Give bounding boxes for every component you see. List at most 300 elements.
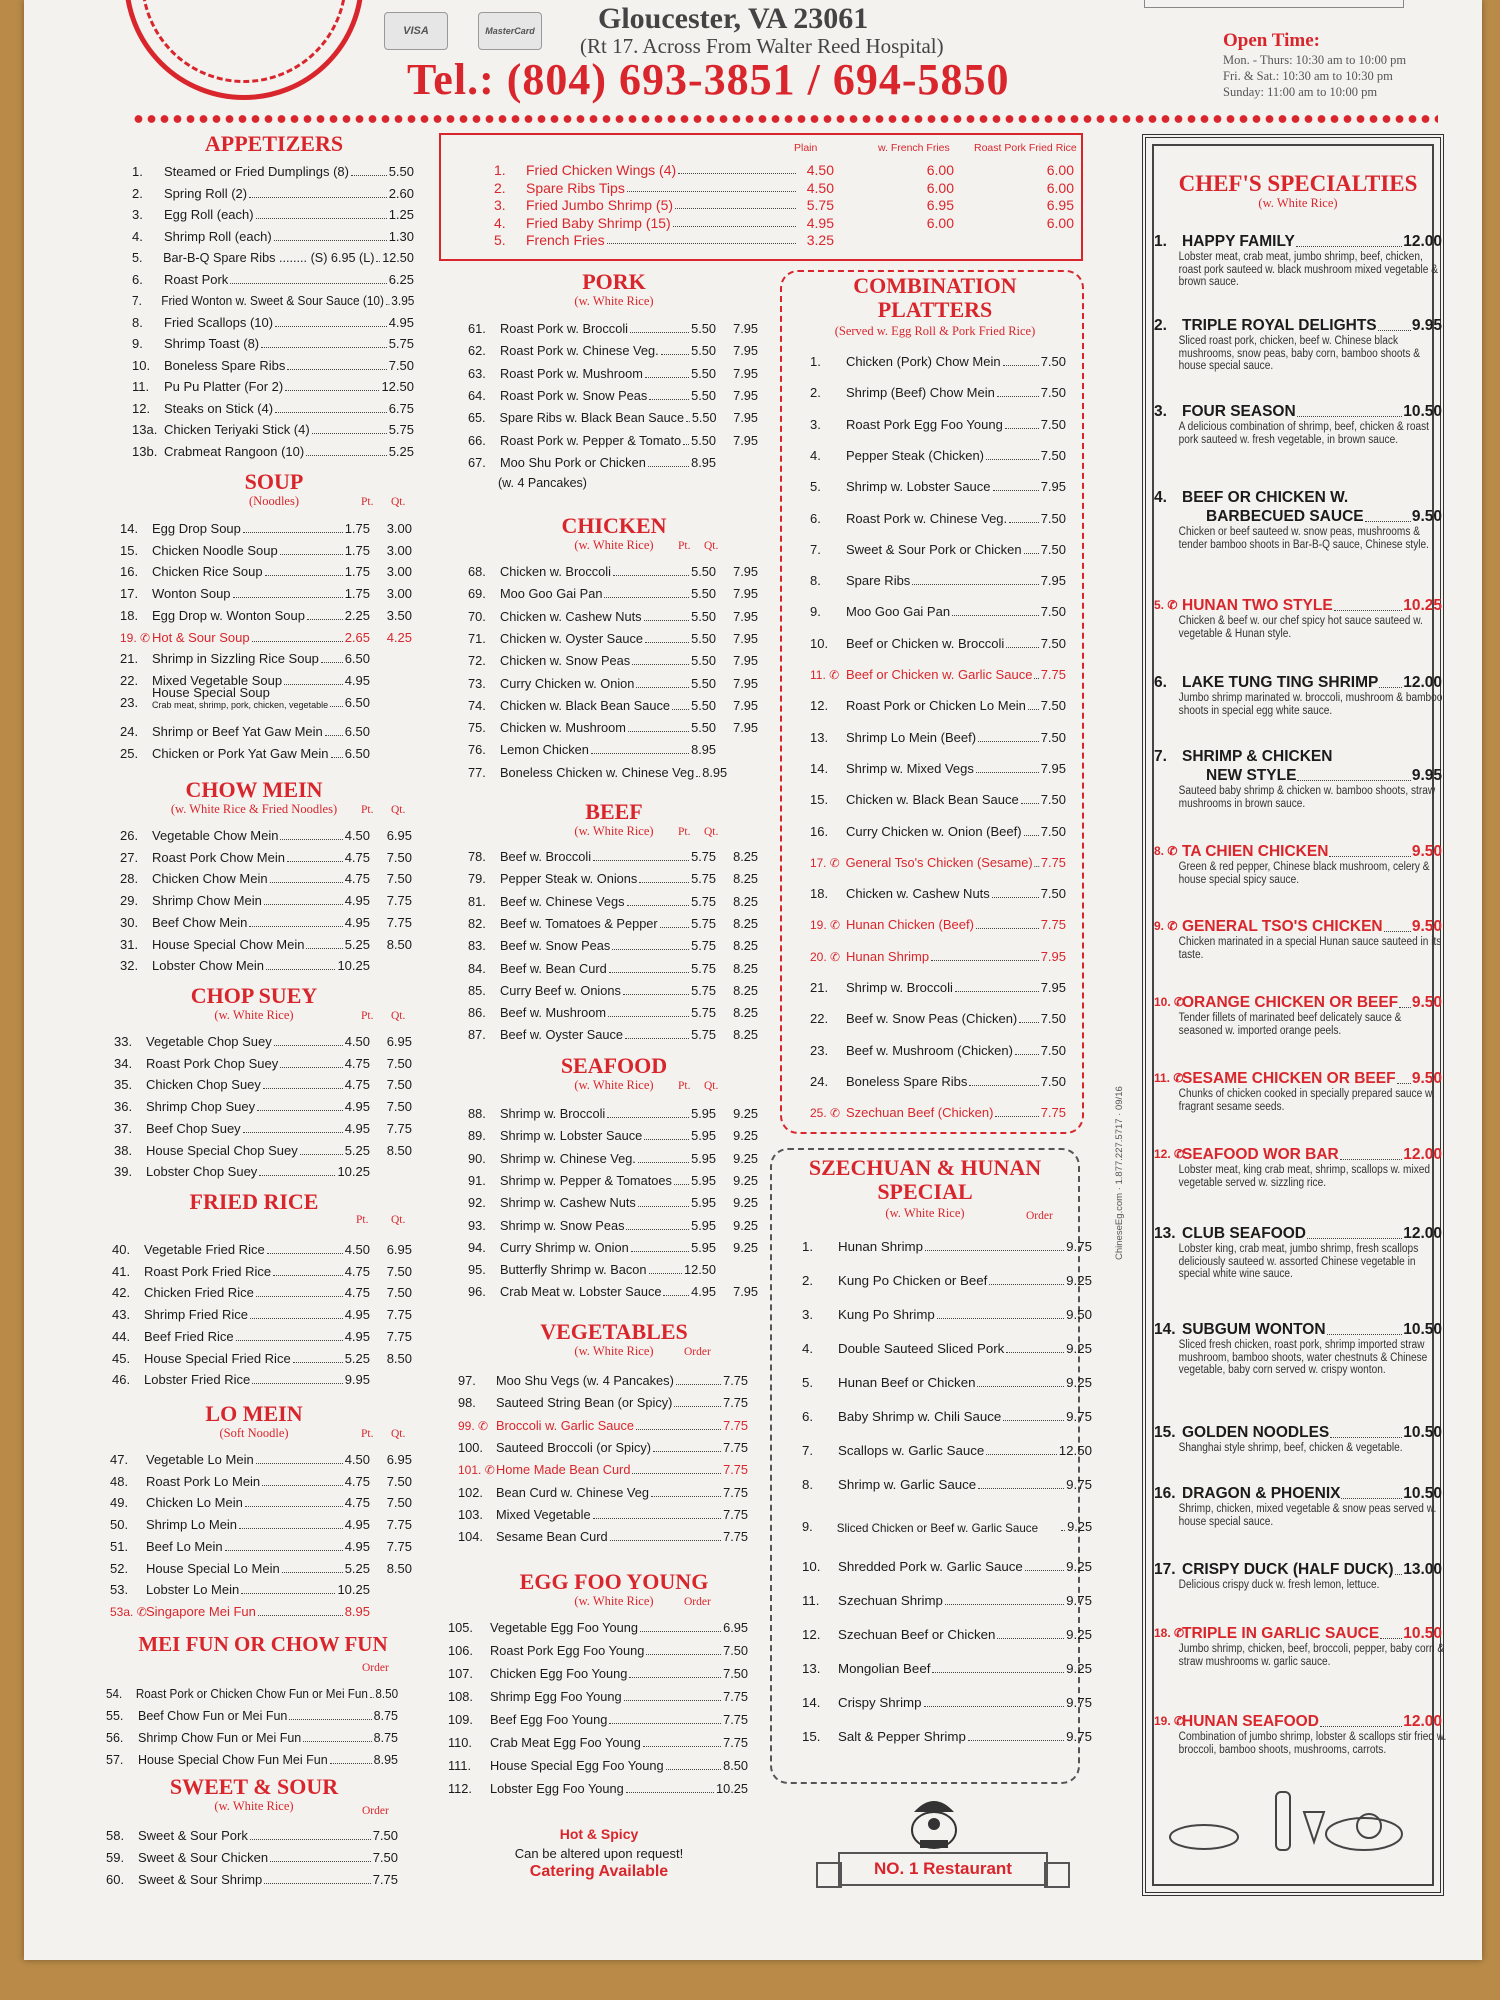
item-number: 106. [448, 1643, 473, 1658]
item-price-qt: 7.50 [386, 1055, 412, 1071]
leader-dots [270, 1861, 371, 1862]
menu-item[interactable] [448, 1637, 748, 1659]
item-name: Moo Shu Pork or Chicken [500, 454, 646, 470]
item-name: Vegetable Chop Suey [146, 1034, 272, 1049]
menu-item[interactable] [810, 661, 1066, 683]
menu-item[interactable] [802, 1471, 1092, 1493]
menu-item[interactable] [468, 404, 758, 426]
item-name: Beef w. Chinese Vegs [500, 893, 625, 909]
menu-item[interactable] [106, 1746, 398, 1768]
menu-item[interactable] [120, 645, 412, 667]
item-price-qt: 7.50 [386, 1285, 412, 1301]
item-name: Lobster Egg Foo Young [490, 1781, 624, 1796]
item-name: Chicken Egg Foo Young [490, 1666, 628, 1681]
menu-item[interactable] [468, 1145, 758, 1167]
fries-price: 6.00 [926, 214, 954, 231]
menu-item[interactable] [120, 718, 412, 740]
chef-special-item[interactable] [1154, 673, 1442, 717]
menu-item[interactable] [132, 395, 414, 417]
item-number: 36. [114, 1099, 133, 1115]
col-qt: Qt. [391, 496, 406, 508]
egg-foo-subtitle: (w. White Rice) [574, 1594, 654, 1608]
item-name: Egg Drop w. Wonton Soup [152, 607, 305, 623]
item-number: 94. [468, 1239, 486, 1255]
item-number: 43. [112, 1307, 131, 1323]
leader-dots [931, 960, 1039, 961]
menu-item[interactable] [112, 1323, 412, 1345]
item-price: 7.50 [1040, 1011, 1066, 1027]
item-number: 18. [120, 607, 139, 623]
chef-special-item[interactable] [1154, 596, 1442, 640]
leader-dots [1307, 1224, 1402, 1239]
menu-item[interactable] [468, 315, 758, 337]
menu-item[interactable] [468, 932, 758, 954]
menu-item[interactable] [110, 1468, 412, 1490]
menu-item[interactable] [468, 603, 758, 625]
leader-dots [330, 1763, 372, 1764]
menu-item[interactable] [810, 379, 1066, 401]
item-number: 2. [494, 179, 506, 196]
item-number: 16. [120, 564, 139, 580]
item-price-qt: 6.95 [386, 828, 412, 843]
menu-item[interactable] [810, 598, 1066, 620]
open-time-title: Open Time: [1223, 30, 1320, 51]
item-price: 12.50 [1058, 1443, 1092, 1458]
menu-item[interactable] [106, 1702, 398, 1724]
menu-item[interactable] [810, 974, 1066, 996]
vegetables-title: VEGETABLES [540, 1319, 688, 1344]
item-price-qt: 7.95 [733, 564, 758, 579]
menu-item[interactable] [810, 880, 1066, 902]
menu-item[interactable] [468, 736, 758, 758]
menu-item[interactable] [132, 438, 414, 460]
leader-dots [280, 554, 343, 555]
col-order: Order [1026, 1210, 1053, 1222]
menu-item[interactable] [132, 373, 414, 395]
menu-item[interactable] [810, 1099, 1066, 1121]
menu-item[interactable] [448, 1706, 748, 1728]
item-number: 12. [802, 1627, 821, 1642]
menu-item[interactable] [810, 943, 1066, 965]
leader-dots [287, 369, 386, 370]
item-name: Pepper Steak (Chicken) [846, 447, 985, 463]
item-price: 8.50 [723, 1758, 748, 1773]
chef-special-item[interactable] [1154, 1320, 1442, 1377]
item-price: 10.50 [1403, 403, 1442, 420]
menu-item[interactable] [132, 352, 414, 374]
menu-item[interactable] [132, 266, 414, 288]
leader-dots [1395, 1560, 1403, 1575]
item-price: 5.95 [691, 1128, 716, 1144]
menu-item[interactable] [120, 537, 412, 559]
item-price: 9.75 [1066, 1239, 1092, 1254]
leader-dots [282, 1572, 343, 1573]
menu-item[interactable] [120, 909, 412, 931]
menu-item[interactable] [132, 330, 414, 352]
item-description: Chicken & beef w. our chef spicy hot sauce sauteed w. vegetable & Hunan style. [1178, 615, 1423, 640]
menu-item[interactable] [110, 1489, 412, 1511]
menu-item[interactable] [468, 449, 758, 471]
item-price: 7.50 [1040, 823, 1066, 839]
menu-item[interactable] [120, 580, 412, 602]
menu-item[interactable] [106, 1866, 398, 1888]
menu-item[interactable] [810, 630, 1066, 652]
item-number: 61. [468, 321, 486, 336]
side-print-text: ChineseEg.com · 1.877.227.5717 · 09/16 [1114, 1086, 1125, 1260]
menu-item[interactable] [106, 1822, 398, 1844]
chef-special-header [1154, 917, 1442, 936]
menu-item[interactable] [458, 1456, 748, 1478]
item-name: Shrimp w. Chinese Veg. [500, 1150, 636, 1166]
menu-item[interactable] [458, 1523, 748, 1545]
menu-item[interactable] [110, 1446, 412, 1468]
menu-item[interactable] [112, 1236, 412, 1258]
item-description: Shanghai style shrimp, beef, chicken & vegetable. [1178, 1442, 1403, 1454]
item-price-qt: 3.50 [386, 607, 412, 623]
appetizers-title: APPETIZERS [204, 131, 344, 156]
item-number: 50. [110, 1517, 129, 1533]
menu-item[interactable] [810, 1068, 1066, 1090]
leader-dots [1379, 673, 1402, 688]
item-description: Sliced fresh chicken, roast pork, shrimp imported straw mushroom, bamboo shoots, water chestnuts & Chinese vegetable, baby corn served w. crispy wonton. [1178, 1339, 1428, 1376]
item-number: 22. [810, 1011, 829, 1027]
item-name: Beef w. Snow Peas [500, 938, 611, 954]
leader-dots [646, 1654, 721, 1655]
chef-special-header [1154, 842, 1442, 861]
menu-item[interactable] [120, 740, 412, 762]
item-price: 7.50 [388, 357, 414, 373]
chef-special-item[interactable] [1154, 402, 1442, 446]
leader-dots [370, 1697, 374, 1698]
item-number: 64. [468, 387, 486, 403]
item-price-qt: 7.75 [386, 893, 412, 909]
menu-item[interactable] [132, 201, 414, 223]
item-price: 4.75 [344, 871, 370, 887]
menu-item[interactable] [120, 931, 412, 953]
item-description: Jumbo shrimp, chicken, beef, broccoli, pepper, baby corn & straw mushrooms w. garlic sauce. [1178, 1643, 1445, 1668]
menu-item[interactable] [468, 1256, 758, 1278]
combo-title: COMBINATION PLATTERS [853, 273, 1017, 322]
chef-special-item[interactable] [1154, 917, 1442, 961]
leader-dots [978, 741, 1039, 742]
menu-item[interactable] [802, 1233, 1092, 1255]
menu-item[interactable] [132, 244, 414, 266]
item-number: 54. [106, 1687, 123, 1701]
chef-special-item[interactable] [1154, 1069, 1442, 1113]
menu-item[interactable] [458, 1367, 748, 1389]
menu-item[interactable] [468, 427, 758, 449]
menu-item[interactable] [810, 473, 1066, 495]
item-price: 1.75 [344, 521, 370, 536]
menu-item[interactable] [810, 348, 1066, 370]
menu-item[interactable] [810, 505, 1066, 527]
menu-item[interactable] [468, 1122, 758, 1144]
item-price: 4.50 [344, 828, 370, 843]
menu-item[interactable] [468, 382, 758, 404]
menu-item[interactable] [114, 1093, 412, 1115]
hot-spicy-note: Hot & Spicy Can be altered upon request! Catering Available [514, 1826, 684, 1880]
chef-special-item[interactable] [1154, 747, 1442, 810]
menu-item[interactable] [802, 1689, 1092, 1711]
item-name: SEAFOOD WOR BAR [1182, 1146, 1339, 1163]
menu-item[interactable] [468, 1167, 758, 1189]
item-price-qt: 9.25 [733, 1239, 758, 1255]
menu-item[interactable] [458, 1479, 748, 1501]
menu-item[interactable] [468, 692, 758, 714]
chef-special-item[interactable] [1154, 1224, 1442, 1281]
menu-item[interactable] [114, 1050, 412, 1072]
menu-item[interactable] [810, 755, 1066, 777]
menu-item[interactable] [468, 1212, 758, 1234]
menu-item[interactable] [120, 887, 412, 909]
menu-item[interactable] [112, 1345, 412, 1367]
menu-item[interactable] [468, 558, 758, 580]
item-name: Broccoli w. Garlic Sauce [496, 1417, 634, 1433]
menu-item[interactable] [810, 724, 1066, 746]
menu-item[interactable] [810, 1037, 1066, 1059]
mei-fun-title: MEI FUN OR CHOW FUN [138, 1632, 388, 1656]
item-number: 2. [1154, 317, 1167, 334]
item-price: 9.25 [1067, 1519, 1093, 1534]
chef-special-item[interactable] [1154, 842, 1442, 886]
menu-item[interactable] [468, 1189, 758, 1211]
menu-item[interactable] [112, 1258, 412, 1280]
item-number: 6. [1154, 674, 1167, 691]
item-price-qt: 8.50 [386, 1560, 412, 1576]
menu-item[interactable] [468, 1278, 758, 1300]
leader-dots [628, 731, 689, 732]
item-name: Beef Lo Mein [146, 1538, 223, 1554]
menu-item[interactable] [810, 818, 1066, 840]
menu-item[interactable] [120, 558, 412, 580]
menu-item[interactable] [468, 1021, 758, 1043]
menu-item[interactable] [110, 1533, 412, 1555]
menu-item[interactable] [120, 865, 412, 887]
leader-dots [285, 390, 379, 391]
menu-item[interactable] [448, 1683, 748, 1705]
menu-item[interactable] [110, 1555, 412, 1577]
menu-item[interactable] [110, 1511, 412, 1533]
menu-item[interactable] [468, 714, 758, 736]
item-price: 5.50 [691, 343, 716, 359]
leader-dots [293, 1362, 343, 1363]
menu-item[interactable] [468, 977, 758, 999]
item-price: 6.50 [344, 746, 370, 761]
menu-page [24, 0, 1482, 1960]
menu-item[interactable] [110, 1576, 412, 1598]
item-number: 95. [468, 1262, 486, 1278]
menu-item[interactable] [458, 1501, 748, 1523]
menu-item[interactable] [132, 309, 414, 331]
menu-item[interactable] [448, 1614, 748, 1636]
item-name: Moo Shu Vegs (w. 4 Pancakes) [496, 1373, 674, 1388]
chef-special-item[interactable] [1154, 1560, 1442, 1592]
menu-item[interactable] [110, 1598, 412, 1620]
menu-item[interactable] [120, 822, 412, 844]
menu-item[interactable] [112, 1366, 412, 1388]
item-price: 7.75 [723, 1712, 748, 1727]
telephone[interactable]: Tel.: (804) 693-3851 / 694-5850 [407, 55, 1010, 104]
item-name: Sauteed String Bean (or Spicy) [496, 1395, 673, 1411]
chef-special-item[interactable] [1154, 488, 1442, 551]
menu-item[interactable] [468, 910, 758, 932]
chef-special-item[interactable] [1154, 1712, 1447, 1756]
menu-item[interactable] [810, 411, 1066, 433]
menu-item[interactable] [468, 999, 758, 1021]
menu-item[interactable] [802, 1437, 1092, 1459]
leader-dots [1005, 428, 1039, 429]
menu-item[interactable] [114, 1115, 412, 1137]
item-name: SUBGUM WONTON [1182, 1321, 1326, 1338]
menu-item[interactable] [802, 1267, 1092, 1289]
menu-item[interactable] [802, 1723, 1092, 1745]
menu-item[interactable] [468, 865, 758, 887]
item-number: 1. [494, 162, 506, 178]
leader-dots [258, 1615, 343, 1616]
menu-item[interactable] [112, 1279, 412, 1301]
leader-dots [1341, 1484, 1402, 1499]
chef-special-item[interactable] [1154, 1423, 1442, 1455]
item-name: Roast Pork w. Snow Peas [500, 387, 648, 403]
item-price-qt: 7.95 [733, 675, 758, 691]
chef-special-item[interactable] [1154, 1624, 1445, 1668]
menu-item[interactable] [448, 1752, 748, 1774]
menu-item[interactable] [810, 1005, 1066, 1027]
menu-item[interactable] [468, 759, 758, 781]
menu-item[interactable] [810, 536, 1066, 558]
item-number: 3. [802, 1307, 814, 1322]
menu-item[interactable] [132, 287, 414, 309]
menu-item[interactable] [132, 180, 414, 202]
menu-item[interactable] [810, 442, 1066, 464]
chef-special-item[interactable] [1154, 993, 1442, 1037]
chef-special-item[interactable] [1154, 1484, 1442, 1528]
menu-item[interactable] [448, 1775, 748, 1797]
menu-item[interactable] [810, 567, 1066, 589]
item-price: 7.50 [723, 1666, 748, 1681]
menu-item[interactable] [802, 1301, 1092, 1323]
menu-item[interactable] [468, 625, 758, 647]
menu-item[interactable] [114, 1158, 412, 1180]
menu-item[interactable] [106, 1844, 398, 1866]
item-number: 17. [120, 586, 139, 602]
item-number: 2. [810, 385, 821, 401]
menu-item[interactable] [120, 602, 412, 624]
leader-dots [651, 1496, 721, 1497]
menu-item[interactable] [468, 843, 758, 865]
item-price: 5.75 [388, 422, 414, 437]
item-name: TRIPLE IN GARLIC SAUCE [1182, 1625, 1380, 1642]
menu-item[interactable] [114, 1071, 412, 1093]
menu-item[interactable] [468, 647, 758, 669]
menu-item[interactable] [468, 360, 758, 382]
item-name: Shrimp (Beef) Chow Mein [846, 385, 995, 401]
menu-item[interactable] [468, 1234, 758, 1256]
chef-special-item[interactable] [1154, 1145, 1442, 1189]
menu-item[interactable] [132, 223, 414, 245]
item-price-qt: 9.25 [733, 1150, 758, 1166]
menu-item[interactable] [468, 670, 758, 692]
menu-item[interactable] [468, 337, 758, 359]
item-price: 1.75 [344, 542, 370, 558]
fries-item[interactable] [494, 228, 1074, 248]
menu-item[interactable] [114, 1137, 412, 1159]
leader-dots [1296, 232, 1402, 247]
menu-item[interactable] [106, 1724, 398, 1746]
menu-item[interactable] [802, 1369, 1092, 1391]
menu-item[interactable] [468, 955, 758, 977]
menu-item[interactable] [802, 1621, 1092, 1643]
menu-item[interactable] [132, 416, 414, 438]
leader-dots [259, 1175, 335, 1176]
menu-item[interactable] [468, 580, 758, 602]
chef-special-item[interactable] [1154, 232, 1442, 289]
sweet-sour-title: SWEET & SOUR [169, 1774, 339, 1799]
pork-title: PORK [582, 269, 646, 294]
menu-item[interactable] [810, 692, 1066, 714]
menu-item[interactable] [802, 1655, 1092, 1677]
menu-item[interactable] [120, 624, 412, 646]
item-price-qt: 9.25 [733, 1195, 758, 1211]
item-price: 5.75 [691, 893, 716, 909]
menu-item[interactable] [458, 1389, 748, 1411]
item-price: 1.75 [344, 586, 370, 602]
item-price: 10.25 [337, 958, 370, 974]
menu-item[interactable] [120, 952, 412, 974]
menu-item[interactable] [802, 1505, 1092, 1535]
item-name: Roast Pork w. Pepper & Tomato [500, 432, 682, 448]
menu-item[interactable] [802, 1553, 1092, 1575]
menu-item[interactable] [114, 1028, 412, 1050]
leader-dots [626, 1792, 714, 1793]
menu-item[interactable] [120, 684, 412, 711]
menu-item[interactable] [132, 158, 414, 180]
leader-dots [607, 1117, 689, 1118]
menu-item[interactable] [120, 515, 412, 537]
leader-dots [257, 1110, 343, 1111]
item-number: 5. [132, 250, 143, 265]
menu-item[interactable] [120, 844, 412, 866]
menu-item[interactable] [468, 888, 758, 910]
leader-dots [330, 706, 343, 707]
leader-dots [1297, 766, 1410, 781]
menu-item[interactable] [448, 1729, 748, 1751]
menu-item[interactable] [802, 1335, 1092, 1357]
leader-dots [955, 991, 1039, 992]
leader-dots [924, 1706, 1065, 1707]
menu-item[interactable] [802, 1587, 1092, 1609]
item-name: Pepper Steak w. Onions [500, 871, 638, 887]
menu-item[interactable] [448, 1660, 748, 1682]
item-name: Hunan Shrimp [838, 1239, 923, 1254]
menu-item[interactable] [106, 1680, 398, 1702]
menu-item[interactable] [458, 1434, 748, 1456]
menu-item[interactable] [810, 911, 1066, 933]
chef-special-item[interactable] [1154, 316, 1442, 373]
item-price-qt: 8.50 [386, 1142, 412, 1158]
leader-dots [644, 620, 690, 621]
menu-item[interactable] [810, 786, 1066, 808]
menu-item[interactable] [802, 1403, 1092, 1425]
menu-item[interactable] [810, 849, 1066, 871]
item-price: 9.50 [1411, 918, 1442, 935]
menu-item[interactable] [468, 1100, 758, 1122]
menu-item[interactable] [112, 1301, 412, 1323]
item-price: 5.50 [691, 697, 716, 713]
leader-dots [1380, 1624, 1402, 1639]
leader-dots [256, 218, 387, 219]
menu-item[interactable] [458, 1412, 748, 1434]
